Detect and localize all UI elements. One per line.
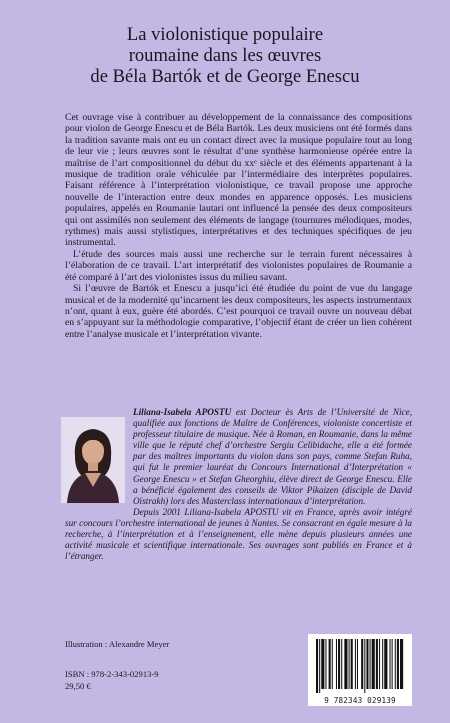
isbn-block [65, 668, 159, 692]
summary-paragraph-2: L’étude des sources mais aussi une recherche sur le terrain furent nécessaires à l’élaboration de ce travail. L’art interprétatif des violonistes populaires de Roumanie a été comparé à l’art des violonistes issus du milieu savant. [65, 248, 412, 283]
bio-paragraph-2: Depuis 2001 Liliana-Isabela APOSTU vit en France, après avoir intégré sur concours l’orchestre international de jeunes à Nantes. Se consacrant en égale mesure à la recherche, à l’interprétation et à l’enseignement, elle mène depuis plusieurs années une activité musicale et scientifique internationale. Ses ouvrages sont publiés en France et à l’étranger. [65, 506, 412, 562]
summary-paragraph-1: Cet ouvrage vise à contribuer au développement de la connaissance des compositions pour violon de George Enescu et de Béla Bartók. Les deux musiciens ont été formés dans la tradition savante mais ont eu un contact direct avec la musique populaire tout au long de leur vie ; leurs œuvres sont le résultat d’une synthèse harmonieuse opérée entre la maîtrise de l’art compositionnel du début du xxᵉ siècle et des éléments appartenant à la musique de tradition orale véhiculée par l’intermédiaire des interprètes populaires. Faisant référence à l’interprétation violonistique, ce travail propose une approche nouvelle de l’interaction entre deux mondes en apparence opposés. Les musiciens populaires, appelés en Roumanie lautari ont influencé la pensée des deux compositeurs qui ont assimilés non seulement des éléments de langage (tournures mélodiques, modes, rythmes) mais aussi stylistiques, interprétatives et des techniques spécifiques de jeu instrumental. [65, 112, 412, 249]
title-line-3: de Béla Bartók et de George Enescu [90, 66, 360, 87]
barcode-bar [392, 639, 393, 689]
author-name: Liliana-Isabela APOSTU [133, 407, 232, 417]
barcode-bar [316, 639, 318, 693]
barcode-bar [338, 639, 340, 689]
summary-paragraph-3: Si l’œuvre de Bartók et Enescu a jusqu’ici été étudiée du point de vue du langage musical et de la modernité qu’incarnent les deux compositeurs, les aspects instrumentaux n’ont, quant à eux, guère été abordés. C’est pourquoi ce travail ouvre un nouveau débat en s’appuyant sur la méthodologie comparative, l’objectif étant de créer un lien cohérent entre l’analyse musicale et l’interprétation vivante. [65, 283, 412, 340]
barcode-bar [355, 639, 356, 689]
barcode-bar [366, 639, 368, 689]
barcode-bar [382, 639, 383, 689]
barcode-bar [395, 639, 396, 689]
barcode-bar [341, 639, 342, 689]
barcode-bars [308, 634, 412, 694]
barcode-bar [372, 639, 375, 689]
photo-spacer [65, 407, 133, 507]
barcode-bar [344, 639, 347, 689]
barcode-bar [325, 639, 326, 689]
barcode [308, 634, 412, 706]
barcode-bar [349, 639, 350, 689]
barcode-bar [319, 639, 320, 693]
barcode-bar [397, 639, 399, 689]
bio-paragraph-1-text: est Docteur ès Arts de l’Université de Nice, qualifiée aux fonctions de Maître de Conférences, violoniste concertiste et professeur titulaire de musique. Née à Roman, en Roumanie, dans la même ville que le réputé chef d’orchestre Sergiu Celibidache, elle a été formée par des maîtres importants du violon dans son pays, comme Stefan Ruha, qui fut le premier lauréat du Concours International d’Interprétation « George Enescu » et Stefan Gheorghiu, élève direct de George Enescu. Elle a bénéficié également des conseils de Viktor Pikaizen (disciple de David Oïstrakh) lors des Masterclass internationaux d’interprétation. [133, 407, 412, 506]
price-text: 29,50 € [65, 681, 91, 691]
barcode-bar [361, 639, 363, 689]
barcode-bar [400, 639, 403, 689]
title-line-1: La violonistique populaire [126, 24, 324, 45]
book-title [40, 24, 410, 87]
barcode-bar [384, 639, 387, 689]
barcode-bar [332, 639, 333, 689]
barcode-bar [329, 639, 331, 689]
barcode-bar [376, 639, 378, 689]
barcode-bar [364, 639, 365, 693]
illustration-credit: Illustration : Alexandre Meyer [65, 639, 170, 649]
barcode-bar [336, 639, 337, 689]
title-line-2: roumaine dans les œuvres [128, 45, 322, 66]
barcode-bar [351, 639, 353, 689]
barcode-bar [321, 639, 324, 689]
isbn-text: ISBN : 978-2-343-02913-9 [65, 669, 159, 679]
book-summary [65, 112, 412, 340]
barcode-number: 9 782343 029139 [324, 696, 396, 705]
barcode-bar [370, 639, 371, 689]
author-biography [65, 407, 412, 562]
barcode-bar [390, 639, 391, 689]
barcode-bar [357, 639, 358, 689]
barcode-bar [379, 639, 380, 689]
